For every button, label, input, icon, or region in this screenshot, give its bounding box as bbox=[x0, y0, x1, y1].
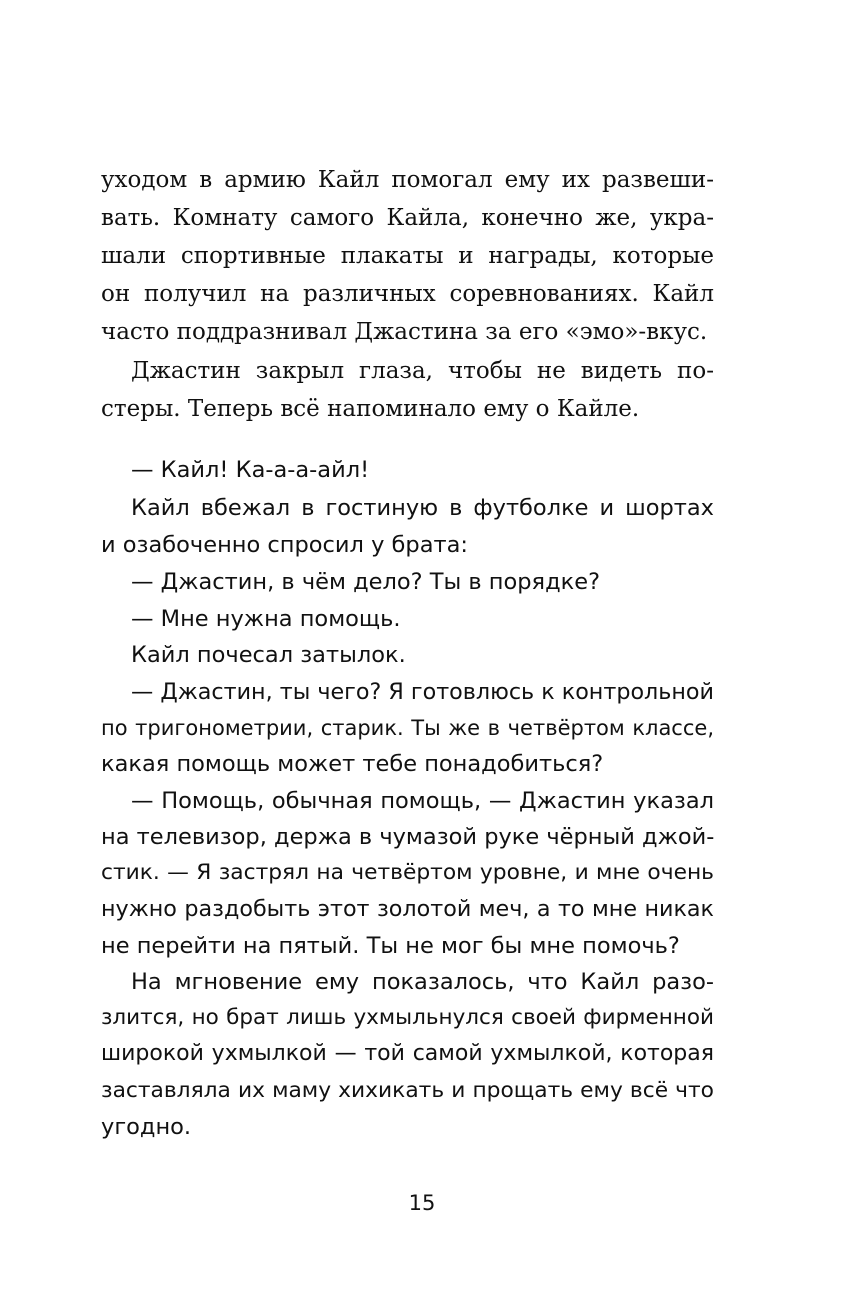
text-line: по тригонометрии, старик. Ты же в четвёртом классе, bbox=[101, 716, 714, 740]
text-line: широкой ухмылкой — той самой ухмылкой, которая bbox=[101, 1041, 714, 1066]
text-line: на телевизор, держа в чумазой руке чёрный джой- bbox=[101, 824, 715, 850]
text-line: — Мне нужна помощь. bbox=[131, 606, 401, 632]
text-line: — Помощь, обычная помощь, — Джастин указал bbox=[131, 788, 714, 814]
text-line: шали спортивные плакаты и награды, которые bbox=[101, 243, 714, 269]
text-line: и озабоченно спросил у брата: bbox=[101, 532, 468, 558]
text-line: стик. — Я застрял на четвёртом уровне, и мне очень bbox=[101, 860, 714, 885]
text-line: — Джастин, ты чего? Я готовлюсь к контрольной bbox=[131, 679, 715, 705]
text-line: злится, но брат лишь ухмыльнулся своей фирменной bbox=[101, 1005, 714, 1030]
page-number: 15 bbox=[408, 1191, 436, 1215]
text-line: На мгновение ему показалось, что Кайл разо- bbox=[131, 969, 714, 995]
text-line: вать. Комнату самого Кайла, конечно же, укра- bbox=[101, 205, 714, 231]
text-line: — Джастин, в чём дело? Ты в порядке? bbox=[131, 569, 601, 595]
text-line: он получил на различных соревнованиях. Кайл bbox=[101, 281, 714, 307]
text-line: Джастин закрыл глаза, чтобы не видеть по- bbox=[131, 358, 714, 384]
text-line: нужно раздобыть этот золотой меч, а то мне никак bbox=[101, 896, 714, 922]
text-line: Кайл почесал затылок. bbox=[131, 642, 406, 668]
text-line: заставляла их маму хихикать и прощать ему всё что bbox=[101, 1078, 714, 1103]
text-line: — Кайл! Ка-а-а-айл! bbox=[131, 457, 370, 483]
text-line: Кайл вбежал в гостиную в футболке и шортах bbox=[131, 495, 714, 521]
text-line: часто поддразнивал Джастина за его «эмо»-вкус. bbox=[101, 319, 708, 345]
text-line: уходом в армию Кайл помогал ему их развеши- bbox=[101, 167, 714, 193]
text-line: стеры. Теперь всё напоминало ему о Кайле. bbox=[101, 396, 640, 422]
text-line: какая помощь может тебе понадобиться? bbox=[101, 751, 604, 777]
text-line: угодно. bbox=[101, 1114, 192, 1140]
text-line: не перейти на пятый. Ты не мог бы мне помочь? bbox=[101, 933, 680, 959]
